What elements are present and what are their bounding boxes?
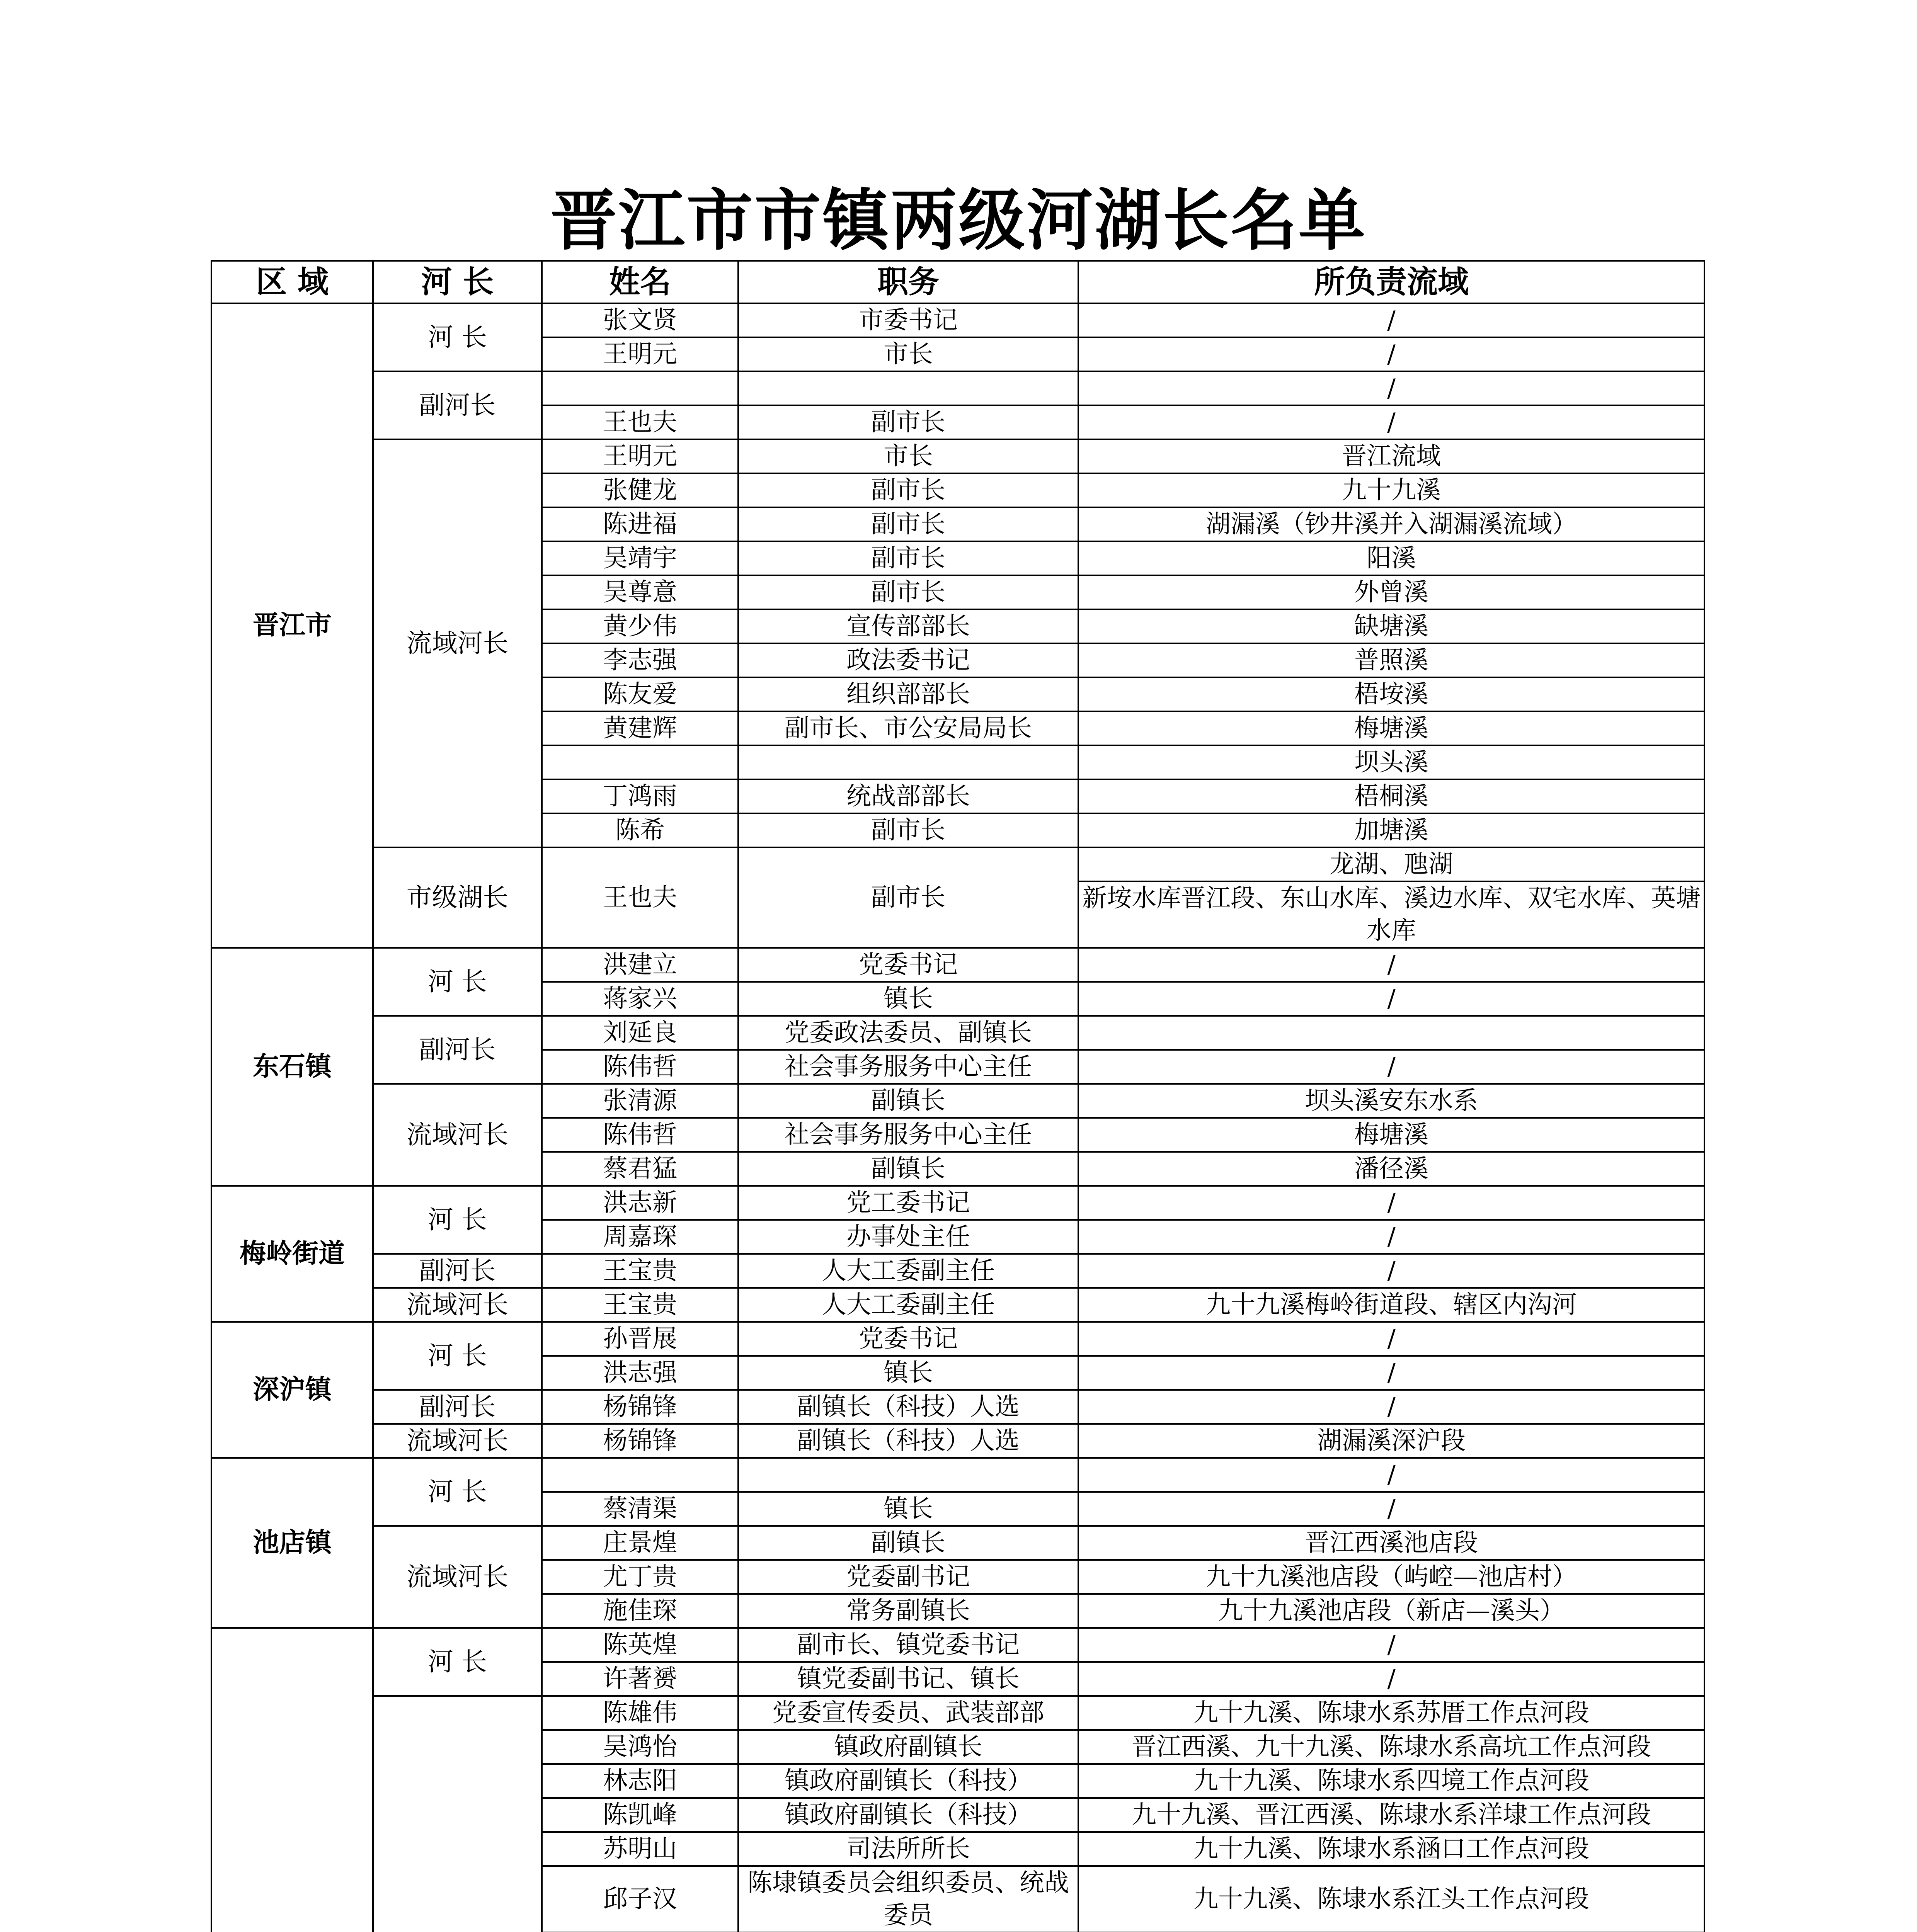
table-row xyxy=(211,371,1704,405)
table-cell: 张清源 xyxy=(542,1084,738,1118)
table-cell: 王也夫 xyxy=(542,847,738,948)
table-cell: 副河长 xyxy=(373,1016,542,1084)
table-header-row xyxy=(211,261,1704,303)
table-cell: 晋江西溪池店段 xyxy=(1078,1526,1704,1560)
table-cell: 梅岭街道 xyxy=(211,1186,373,1322)
table-cell xyxy=(738,371,1078,405)
table-cell: 镇政府副镇长（科技） xyxy=(738,1764,1078,1798)
table-body xyxy=(211,303,1704,1932)
table-row xyxy=(211,1526,1704,1560)
table-cell: 镇长 xyxy=(738,1356,1078,1390)
table-cell: 黄建辉 xyxy=(542,711,738,745)
table-cell: 镇政府副镇长 xyxy=(738,1730,1078,1764)
table-cell: 副镇长 xyxy=(738,1152,1078,1186)
table-cell: 梅塘溪 xyxy=(1078,711,1704,745)
table-cell: 九十九溪梅岭街道段、辖区内沟河 xyxy=(1078,1288,1704,1322)
table-cell: 党委书记 xyxy=(738,948,1078,982)
table-cell: 组织部部长 xyxy=(738,677,1078,711)
table-cell: 九十九溪、陈埭水系四境工作点河段 xyxy=(1078,1764,1704,1798)
table-cell: 外曾溪 xyxy=(1078,575,1704,609)
table-row xyxy=(211,847,1704,881)
table-cell: 副市长 xyxy=(738,575,1078,609)
table-row xyxy=(211,1084,1704,1118)
table-cell xyxy=(542,371,738,405)
table-cell: 市级湖长 xyxy=(373,847,542,948)
table-cell: 九十九溪 xyxy=(1078,473,1704,507)
table-cell: 流域河长 xyxy=(373,439,542,847)
table-cell: 政法委书记 xyxy=(738,643,1078,677)
table-cell: 陈进福 xyxy=(542,507,738,541)
table-cell: / xyxy=(1078,1186,1704,1220)
table-cell: 副镇长（科技）人选 xyxy=(738,1424,1078,1458)
table-cell: 晋江西溪、九十九溪、陈埭水系高坑工作点河段 xyxy=(1078,1730,1704,1764)
table-cell: 镇党委副书记、镇长 xyxy=(738,1662,1078,1696)
table-cell: 阳溪 xyxy=(1078,541,1704,575)
table-cell: 普照溪 xyxy=(1078,643,1704,677)
table-cell: 陈伟哲 xyxy=(542,1050,738,1084)
table-row xyxy=(211,1458,1704,1492)
table-row xyxy=(211,439,1704,473)
table-cell: 湖漏溪（钞井溪并入湖漏溪流域） xyxy=(1078,507,1704,541)
table-cell: 司法所所长 xyxy=(738,1832,1078,1866)
river-chief-table xyxy=(211,260,1705,1932)
table-cell xyxy=(211,1628,373,1932)
table-cell: 洪志强 xyxy=(542,1356,738,1390)
table-cell: 九十九溪池店段（屿崆—池店村） xyxy=(1078,1560,1704,1594)
table-cell: 新垵水库晋江段、东山水库、溪边水库、双宅水库、英塘水库 xyxy=(1078,881,1704,948)
table-cell: / xyxy=(1078,1628,1704,1662)
table-row xyxy=(211,1186,1704,1220)
table-cell: 蔡君猛 xyxy=(542,1152,738,1186)
table-cell: / xyxy=(1078,1492,1704,1526)
table-cell xyxy=(1078,1016,1704,1050)
table-cell: 王宝贵 xyxy=(542,1288,738,1322)
header-name: 姓名 xyxy=(542,261,738,303)
table-cell: 孙晋展 xyxy=(542,1322,738,1356)
table-cell: 湖漏溪深沪段 xyxy=(1078,1424,1704,1458)
table-cell: 缺塘溪 xyxy=(1078,609,1704,643)
table-cell: 人大工委副主任 xyxy=(738,1254,1078,1288)
table-cell: 王也夫 xyxy=(542,405,738,439)
table-cell: 市委书记 xyxy=(738,303,1078,337)
table-cell: 九十九溪、陈埭水系江头工作点河段 xyxy=(1078,1866,1704,1932)
table-cell: 深沪镇 xyxy=(211,1322,373,1458)
table-cell: 副市长 xyxy=(738,541,1078,575)
table-cell: 陈雄伟 xyxy=(542,1696,738,1730)
table-cell: 晋江流域 xyxy=(1078,439,1704,473)
table-cell: 林志阳 xyxy=(542,1764,738,1798)
table-cell: 副市长 xyxy=(738,473,1078,507)
table-cell: 周嘉琛 xyxy=(542,1220,738,1254)
table-cell: 镇长 xyxy=(738,1492,1078,1526)
table-cell: 市长 xyxy=(738,337,1078,371)
table-cell: 党工委书记 xyxy=(738,1186,1078,1220)
table-cell: 宣传部部长 xyxy=(738,609,1078,643)
table-cell: 东石镇 xyxy=(211,948,373,1186)
table-cell: 施佳琛 xyxy=(542,1594,738,1628)
table-cell: 陈希 xyxy=(542,813,738,847)
table-cell: 九十九溪、陈埭水系涵口工作点河段 xyxy=(1078,1832,1704,1866)
table-cell: 流域河长 xyxy=(373,1526,542,1628)
table-cell: 党委宣传委员、武装部部 xyxy=(738,1696,1078,1730)
table-cell: 流域河长 xyxy=(373,1424,542,1458)
table-cell: 梅塘溪 xyxy=(1078,1118,1704,1152)
table-cell: 邱子汉 xyxy=(542,1866,738,1932)
table-row xyxy=(211,1696,1704,1730)
table-cell: 张文贤 xyxy=(542,303,738,337)
table-cell: / xyxy=(1078,371,1704,405)
table-row xyxy=(211,1322,1704,1356)
page-title: 晋江市市镇两级河湖长名单 xyxy=(550,181,1367,259)
table-cell: 社会事务服务中心主任 xyxy=(738,1118,1078,1152)
table-cell: / xyxy=(1078,405,1704,439)
table-cell: 梧垵溪 xyxy=(1078,677,1704,711)
table-cell: 加塘溪 xyxy=(1078,813,1704,847)
table-cell xyxy=(738,1458,1078,1492)
table-cell: 王宝贵 xyxy=(542,1254,738,1288)
table-cell: 办事处主任 xyxy=(738,1220,1078,1254)
table-cell: 池店镇 xyxy=(211,1458,373,1628)
table-cell: 副市长、镇党委书记 xyxy=(738,1628,1078,1662)
table-cell: 河 长 xyxy=(373,303,542,371)
table-cell: 坝头溪安东水系 xyxy=(1078,1084,1704,1118)
table-cell: 杨锦锋 xyxy=(542,1424,738,1458)
table-cell: 副河长 xyxy=(373,1390,542,1424)
table-cell: 苏明山 xyxy=(542,1832,738,1866)
table-cell: 九十九溪、晋江西溪、陈埭水系洋埭工作点河段 xyxy=(1078,1798,1704,1832)
table-cell: / xyxy=(1078,1220,1704,1254)
table-cell: 洪志新 xyxy=(542,1186,738,1220)
table-cell: 镇长 xyxy=(738,982,1078,1016)
table-cell: 坝头溪 xyxy=(1078,745,1704,779)
table-cell: / xyxy=(1078,982,1704,1016)
table-cell: 党委政法委员、副镇长 xyxy=(738,1016,1078,1050)
table-cell: 统战部部长 xyxy=(738,779,1078,813)
table-cell: 庄景煌 xyxy=(542,1526,738,1560)
table-cell: 潘径溪 xyxy=(1078,1152,1704,1186)
table-cell: 陈伟哲 xyxy=(542,1118,738,1152)
table-cell: 晋江市 xyxy=(211,303,373,948)
table-cell: 河 长 xyxy=(373,1628,542,1696)
table-cell: 副河长 xyxy=(373,371,542,439)
table-cell: 李志强 xyxy=(542,643,738,677)
table-cell: 杨锦锋 xyxy=(542,1390,738,1424)
table-row xyxy=(211,1390,1704,1424)
table-row xyxy=(211,303,1704,337)
table-row xyxy=(211,1016,1704,1050)
table-cell: 王明元 xyxy=(542,439,738,473)
table-cell: / xyxy=(1078,1050,1704,1084)
table-cell: 副市长 xyxy=(738,507,1078,541)
table-cell: 副市长 xyxy=(738,405,1078,439)
table-cell: 丁鸿雨 xyxy=(542,779,738,813)
table-cell: 龙湖、虺湖 xyxy=(1078,847,1704,881)
table-cell: / xyxy=(1078,1390,1704,1424)
table-cell xyxy=(738,745,1078,779)
table-cell: 王明元 xyxy=(542,337,738,371)
table-cell: 张健龙 xyxy=(542,473,738,507)
table-cell: / xyxy=(1078,303,1704,337)
table-cell: 副镇长（科技）人选 xyxy=(738,1390,1078,1424)
table-cell: 副河长 xyxy=(373,1254,542,1288)
table-row xyxy=(211,1628,1704,1662)
table-cell: 市长 xyxy=(738,439,1078,473)
header-watershed: 所负责流域 xyxy=(1078,261,1704,303)
table-cell: / xyxy=(1078,1356,1704,1390)
table-cell: 陈凯峰 xyxy=(542,1798,738,1832)
table-cell: 刘延良 xyxy=(542,1016,738,1050)
table-cell: 蒋家兴 xyxy=(542,982,738,1016)
table-cell xyxy=(373,1696,542,1932)
table-cell: / xyxy=(1078,1254,1704,1288)
table-cell: 流域河长 xyxy=(373,1084,542,1186)
table-cell: 蔡清渠 xyxy=(542,1492,738,1526)
table-cell xyxy=(542,745,738,779)
table-cell: 九十九溪池店段（新店—溪头） xyxy=(1078,1594,1704,1628)
table-cell: 流域河长 xyxy=(373,1288,542,1322)
header-chief-type: 河 长 xyxy=(373,261,542,303)
header-position: 职务 xyxy=(738,261,1078,303)
table-cell: / xyxy=(1078,1322,1704,1356)
table-cell: / xyxy=(1078,948,1704,982)
table-cell: 副市长 xyxy=(738,847,1078,948)
table-cell: 梧桐溪 xyxy=(1078,779,1704,813)
header-region: 区 域 xyxy=(211,261,373,303)
table-cell: 河 长 xyxy=(373,1186,542,1254)
table-row xyxy=(211,1424,1704,1458)
table-cell: 尤丁贵 xyxy=(542,1560,738,1594)
table-cell: 洪建立 xyxy=(542,948,738,982)
table-cell: / xyxy=(1078,1662,1704,1696)
table-cell: 许著赟 xyxy=(542,1662,738,1696)
table-cell: / xyxy=(1078,1458,1704,1492)
table-cell: 社会事务服务中心主任 xyxy=(738,1050,1078,1084)
table-cell: 副市长 xyxy=(738,813,1078,847)
table-cell: 常务副镇长 xyxy=(738,1594,1078,1628)
table-cell: 副市长、市公安局局长 xyxy=(738,711,1078,745)
table-cell: 党委书记 xyxy=(738,1322,1078,1356)
table-row xyxy=(211,1254,1704,1288)
table-cell: 党委副书记 xyxy=(738,1560,1078,1594)
table-cell: 陈友爱 xyxy=(542,677,738,711)
table-cell: 吴尊意 xyxy=(542,575,738,609)
table-cell: 副镇长 xyxy=(738,1084,1078,1118)
table-cell: / xyxy=(1078,337,1704,371)
table-cell: 陈埭镇委员会组织委员、统战委员 xyxy=(738,1866,1078,1932)
table-cell: 九十九溪、陈埭水系苏厝工作点河段 xyxy=(1078,1696,1704,1730)
table-row xyxy=(211,1288,1704,1322)
table-row xyxy=(211,948,1704,982)
table-cell: 镇政府副镇长（科技） xyxy=(738,1798,1078,1832)
table-cell xyxy=(542,1458,738,1492)
table-cell: 副镇长 xyxy=(738,1526,1078,1560)
table-cell: 黄少伟 xyxy=(542,609,738,643)
table-cell: 陈英煌 xyxy=(542,1628,738,1662)
table-cell: 河 长 xyxy=(373,948,542,1016)
table-cell: 人大工委副主任 xyxy=(738,1288,1078,1322)
table-cell: 河 长 xyxy=(373,1458,542,1526)
table-cell: 吴鸿怡 xyxy=(542,1730,738,1764)
table-cell: 吴靖宇 xyxy=(542,541,738,575)
table-cell: 河 长 xyxy=(373,1322,542,1390)
